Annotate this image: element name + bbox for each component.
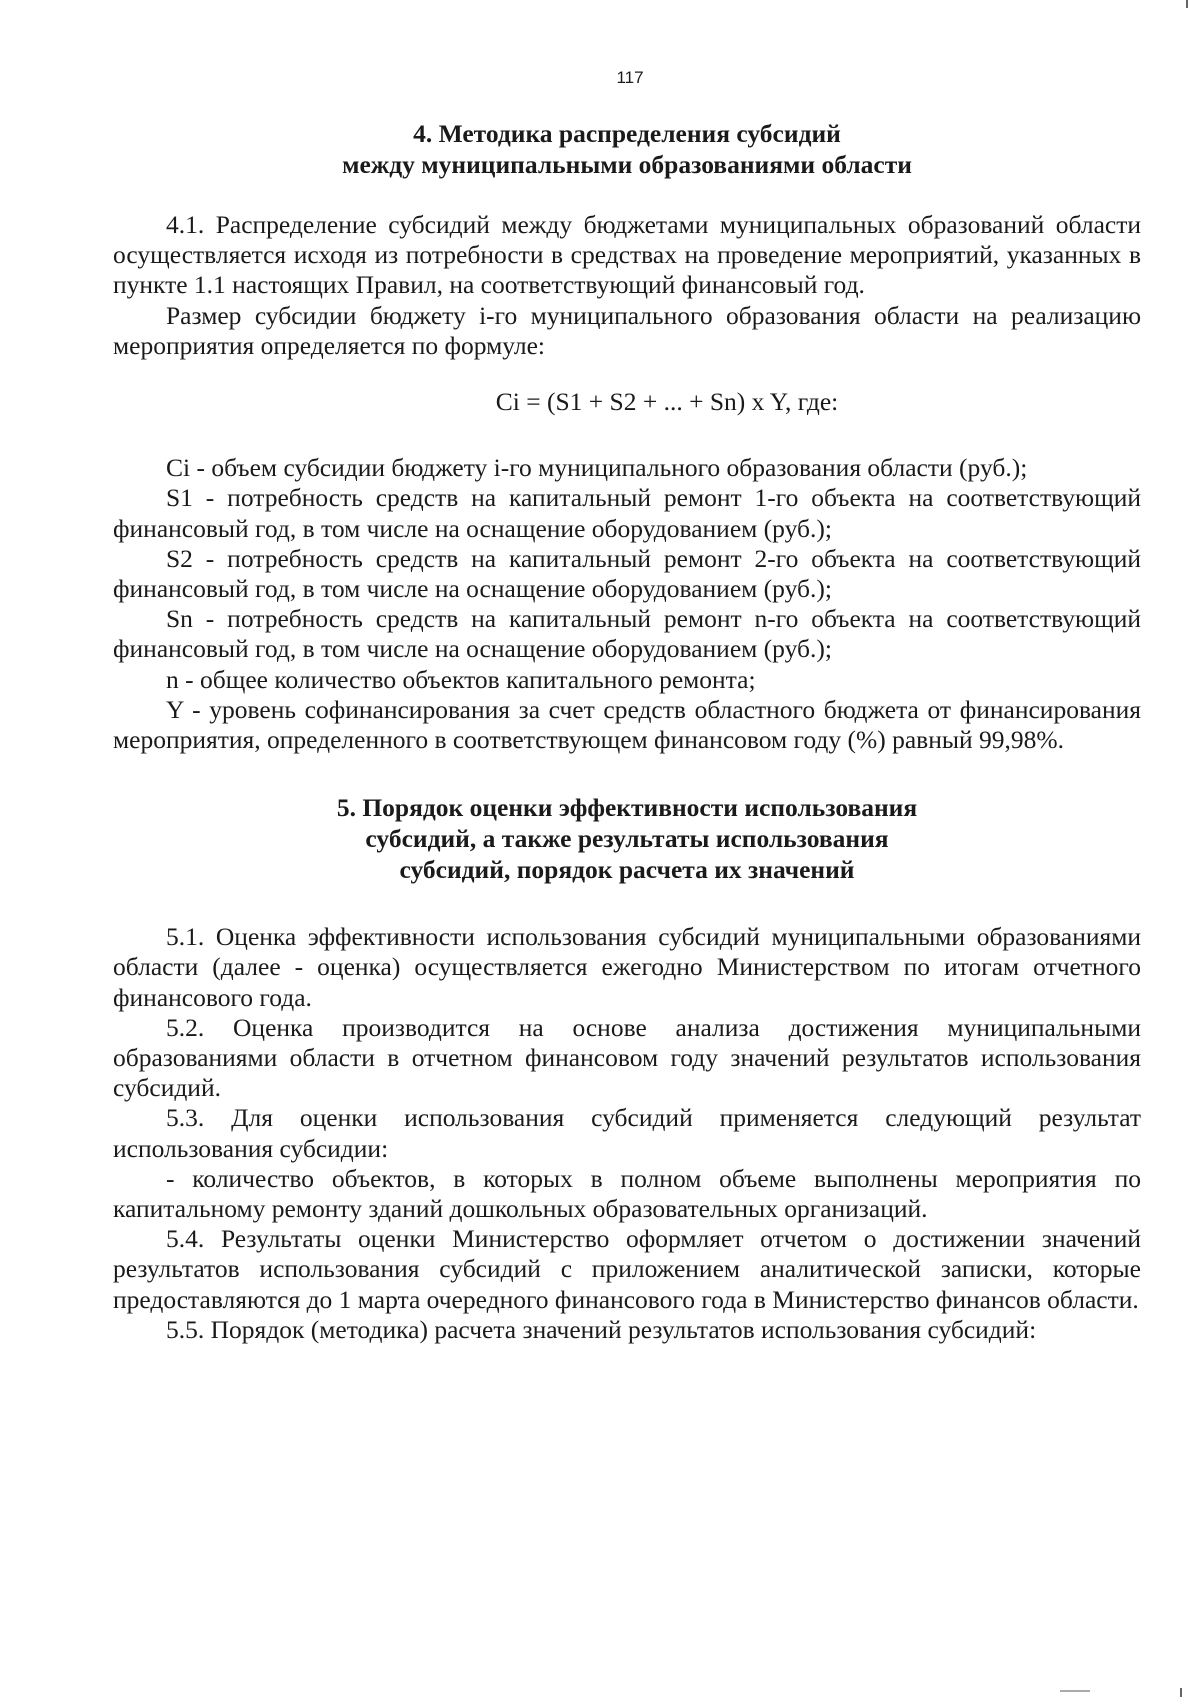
- paragraph-5-3-item: - количество объектов, в которых в полном объеме выполнены мероприятия по капитальному ремонту зданий дошкольных образовательных организаций.: [113, 1163, 1141, 1224]
- section-5-title-line-1: 5. Порядок оценки эффективности использования: [336, 793, 918, 823]
- paragraph-5-4: 5.4. Результаты оценки Министерство оформляет отчетом о достижении значений результатов использования субсидий с приложением аналитической записки, которые предоставляются до 1 марта очередного финансового года в Министерство финансов области.: [113, 1224, 1141, 1314]
- section-4-heading: [113, 118, 1141, 180]
- section-5-title-line-2: субсидий, а также результаты использования: [365, 824, 889, 854]
- definition-y: Y - уровень софинансирования за счет средств областного бюджета от финансирования мероприятия, определенного в соответствующем финансовом году (%) равный 99,98%.: [113, 694, 1141, 755]
- section-4-title-line-2: между муниципальными образованиями области: [342, 150, 912, 179]
- paragraph-5-5: 5.5. Порядок (методика) расчета значений результатов использования субсидий:: [166, 1314, 1037, 1344]
- scan-artifact-top-right: [1186, 0, 1188, 8]
- definition-ci: Ci - объем субсидии бюджету i-го муниципального образования области (руб.);: [166, 453, 1028, 483]
- definition-n: n - общее количество объектов капитального ремонта;: [166, 664, 756, 694]
- scan-artifact-bottom-right: [1180, 1688, 1182, 1697]
- section-5-heading: [113, 792, 1141, 885]
- paragraph-4-1: 4.1. Распределение субсидий между бюджетами муниципальных образований области осуществляется исходя из потребности в средствах на проведение мероприятий, указанных в пункте 1.1 настоящих Правил, на соответствующий финансовый год.: [113, 210, 1141, 300]
- paragraph-5-2: 5.2. Оценка производится на основе анализа достижения муниципальными образованиями области в отчетном финансовом году значений результатов использования субсидий.: [113, 1012, 1141, 1103]
- paragraph-5-3: 5.3. Для оценки использования субсидий применяется следующий результат использования субсидии:: [113, 1103, 1141, 1163]
- definition-s1: S1 - потребность средств на капитальный ремонт 1-го объекта на соответствующий финансовый год, в том числе на оснащение оборудованием (руб.);: [113, 483, 1141, 543]
- formula: Ci = (S1 + S2 + ... + Sn) x Y, где:: [495, 387, 839, 417]
- definition-sn: Sn - потребность средств на капитальный ремонт n-го объекта на соответствующий финансовый год, в том числе на оснащение оборудованием (руб.);: [113, 604, 1141, 664]
- section-4-title-line-1: 4. Методика распределения субсидий: [413, 119, 841, 148]
- page-number: 117: [616, 68, 644, 87]
- page-content: [113, 118, 1141, 1345]
- paragraph-5-1: 5.1. Оценка эффективности использования субсидий муниципальными образованиями области (далее - оценка) осуществляется ежегодно Министерством по итогам отчетного финансового года.: [113, 922, 1141, 1012]
- scan-artifact-bottom: [1060, 1690, 1090, 1692]
- section-5-title-line-3: субсидий, порядок расчета их значений: [399, 855, 855, 885]
- paragraph-formula-intro: Размер субсидии бюджету i-го муниципального образования области на реализацию мероприятия определяется по формуле:: [113, 300, 1141, 360]
- definition-s2: S2 - потребность средств на капитальный ремонт 2-го объекта на соответствующий финансовый год, в том числе на оснащение оборудованием (руб.);: [113, 543, 1141, 604]
